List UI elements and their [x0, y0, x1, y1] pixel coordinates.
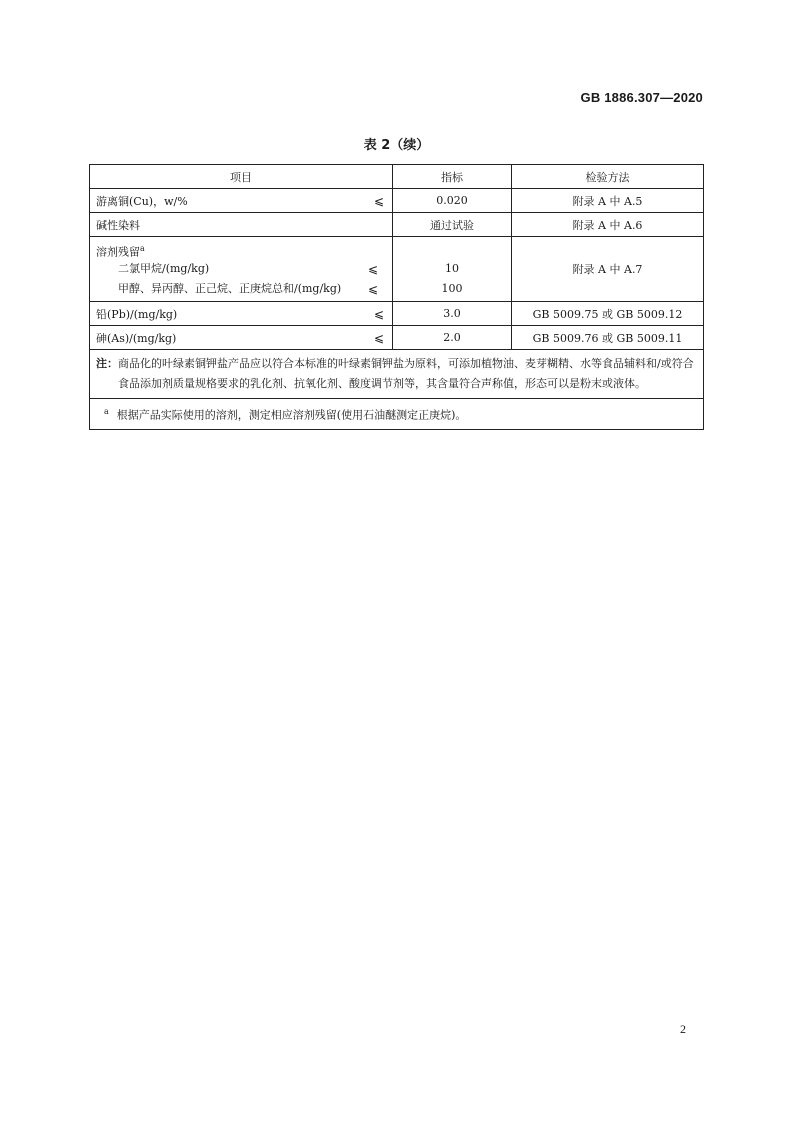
le-sign: ⩽ — [367, 262, 378, 276]
row-value: 2.0 — [393, 326, 512, 350]
note-text: 商品化的叶绿素铜钾盐产品应以符合本标准的叶绿素铜钾盐为原料，可添加植物油、麦芽糊精、水等食品辅料和/或符合食品添加剂质量规格要求的乳化剂、抗氧化剂、酸度调节剂等，其含量符合声称值，形态可以是粉末或液体。 — [118, 357, 694, 390]
le-sign: ⩽ — [373, 193, 384, 208]
header-method: 检验方法 — [512, 165, 704, 189]
row-method: 附录 A 中 A.6 — [512, 213, 704, 237]
table-footnote-row — [90, 399, 704, 430]
row-value-solvent: 10 100 — [393, 237, 512, 302]
row-item: 游离铜(Cu)，w/% ⩽ — [90, 189, 393, 213]
solvent-sub-item: 甲醇、异丙醇、正己烷、正庚烷总和/(mg/kg) ⩽ — [96, 279, 386, 299]
row-method: 附录 A 中 A.7 — [512, 237, 704, 302]
page-number: 2 — [680, 1022, 686, 1036]
header-indicator: 指标 — [393, 165, 512, 189]
row-item: 砷(As)/(mg/kg) ⩽ — [90, 326, 393, 350]
spec-table — [89, 164, 704, 430]
row-value: 3.0 — [393, 302, 512, 326]
le-sign: ⩽ — [367, 282, 378, 296]
table-row — [90, 213, 704, 237]
footnote-text: 根据产品实际使用的溶剂，测定相应溶剂残留(使用石油醚测定正庚烷)。 — [116, 408, 467, 422]
row-item: 碱性染料 — [90, 213, 393, 237]
table-header-row — [90, 165, 704, 189]
row-item-solvent — [90, 237, 393, 302]
le-sign: ⩽ — [373, 306, 384, 321]
le-sign: ⩽ — [373, 330, 384, 345]
row-item: 铅(Pb)/(mg/kg) ⩽ — [90, 302, 393, 326]
header-item: 项目 — [90, 165, 393, 189]
row-value: 0.020 — [393, 189, 512, 213]
table-row-solvent — [90, 237, 704, 302]
note-label: 注： — [96, 357, 118, 370]
solvent-sub-item: 二氯甲烷/(mg/kg) ⩽ — [96, 259, 386, 279]
table-row — [90, 302, 704, 326]
standard-code: GB 1886.307—2020 — [580, 90, 703, 105]
footnote-mark: a — [104, 407, 109, 416]
table-note-row — [90, 350, 704, 399]
row-method: GB 5009.76 或 GB 5009.11 — [512, 326, 704, 350]
table-row — [90, 189, 704, 213]
table-title: 表 2（续） — [363, 138, 430, 153]
solvent-label: 溶剂残留$^a$ — [96, 244, 145, 259]
table-footnote — [90, 399, 704, 430]
row-method: GB 5009.75 或 GB 5009.12 — [512, 302, 704, 326]
table-note — [90, 350, 704, 399]
row-method: 附录 A 中 A.5 — [512, 189, 704, 213]
row-value: 通过试验 — [393, 213, 512, 237]
table-row — [90, 326, 704, 350]
